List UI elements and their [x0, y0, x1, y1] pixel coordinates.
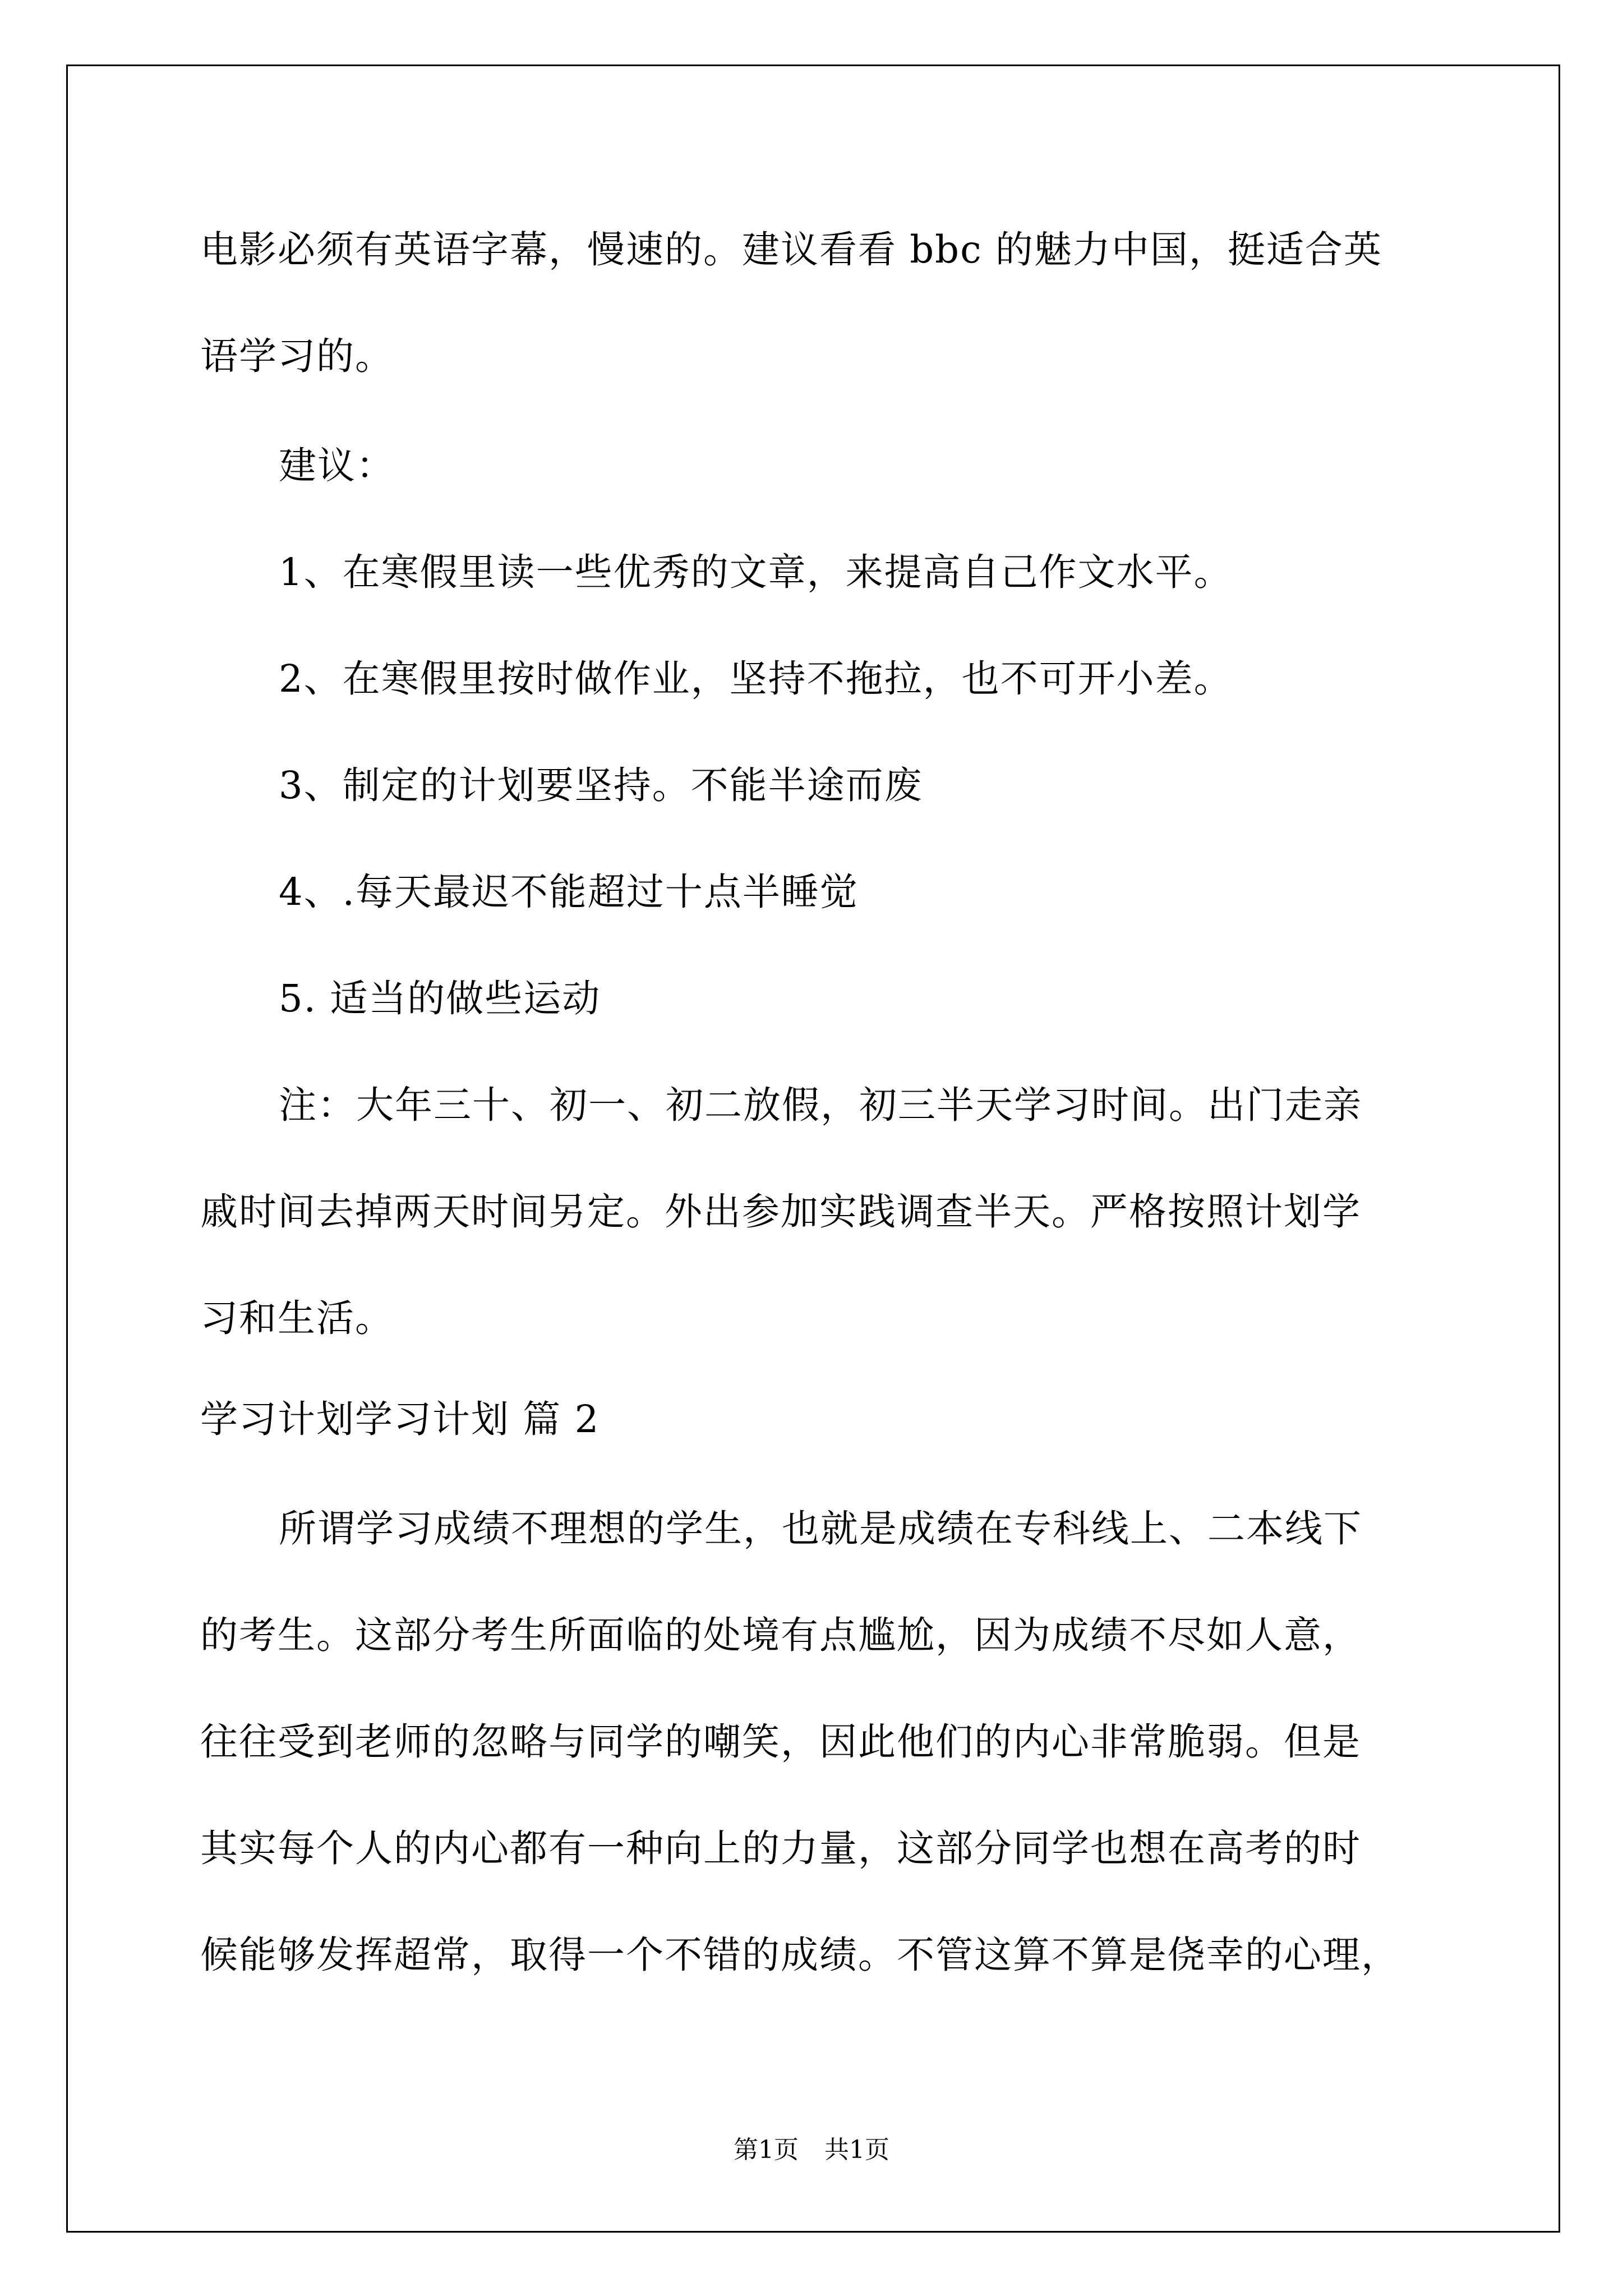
list-item: 2、在寒假里按时做作业，坚持不拖拉，也不可开小差。 — [279, 657, 1233, 701]
paragraph-line: 其实每个人的内心都有一种向上的力量，这部分同学也想在高考的时 — [200, 1826, 1361, 1870]
paragraph-line: 往往受到老师的忽略与同学的嘲笑，因此他们的内心非常脆弱。但是 — [200, 1720, 1361, 1764]
paragraph-line: 习和生活。 — [200, 1296, 394, 1340]
page-border — [66, 65, 1560, 2233]
list-item: 4、.每天最迟不能超过十点半睡觉 — [279, 870, 859, 914]
paragraph-line: 注：大年三十、初一、初二放假，初三半天学习时间。出门走亲 — [279, 1083, 1362, 1127]
section-heading: 学习计划学习计划 篇 2 — [200, 1397, 600, 1441]
paragraph-line: 语学习的。 — [200, 334, 394, 378]
paragraph-line: 的考生。这部分考生所面临的处境有点尴尬，因为成绩不尽如人意， — [200, 1613, 1361, 1657]
page-number-total: 共1页 — [824, 2136, 889, 2164]
paragraph-line: 戚时间去掉两天时间另定。外出参加实践调查半天。严格按照计划学 — [200, 1190, 1361, 1234]
list-item: 5. 适当的做些运动 — [279, 977, 601, 1020]
paragraph-line: 候能够发挥超常，取得一个不错的成绩。不管这算不算是侥幸的心理， — [200, 1933, 1400, 1977]
list-item: 3、制定的计划要坚持。不能半途而废 — [279, 763, 923, 807]
page-footer — [0, 2136, 1623, 2164]
paragraph-line: 所谓学习成绩不理想的学生，也就是成绩在专科线上、二本线下 — [279, 1507, 1362, 1550]
list-item: 1、在寒假里读一些优秀的文章，来提高自己作文水平。 — [279, 550, 1233, 594]
paragraph-line: 建议： — [279, 444, 395, 487]
page-number-current: 第1页 — [734, 2136, 799, 2164]
paragraph-line: 电影必须有英语字幕，慢速的。建议看看 bbc 的魅力中国，挺适合英 — [200, 228, 1382, 272]
